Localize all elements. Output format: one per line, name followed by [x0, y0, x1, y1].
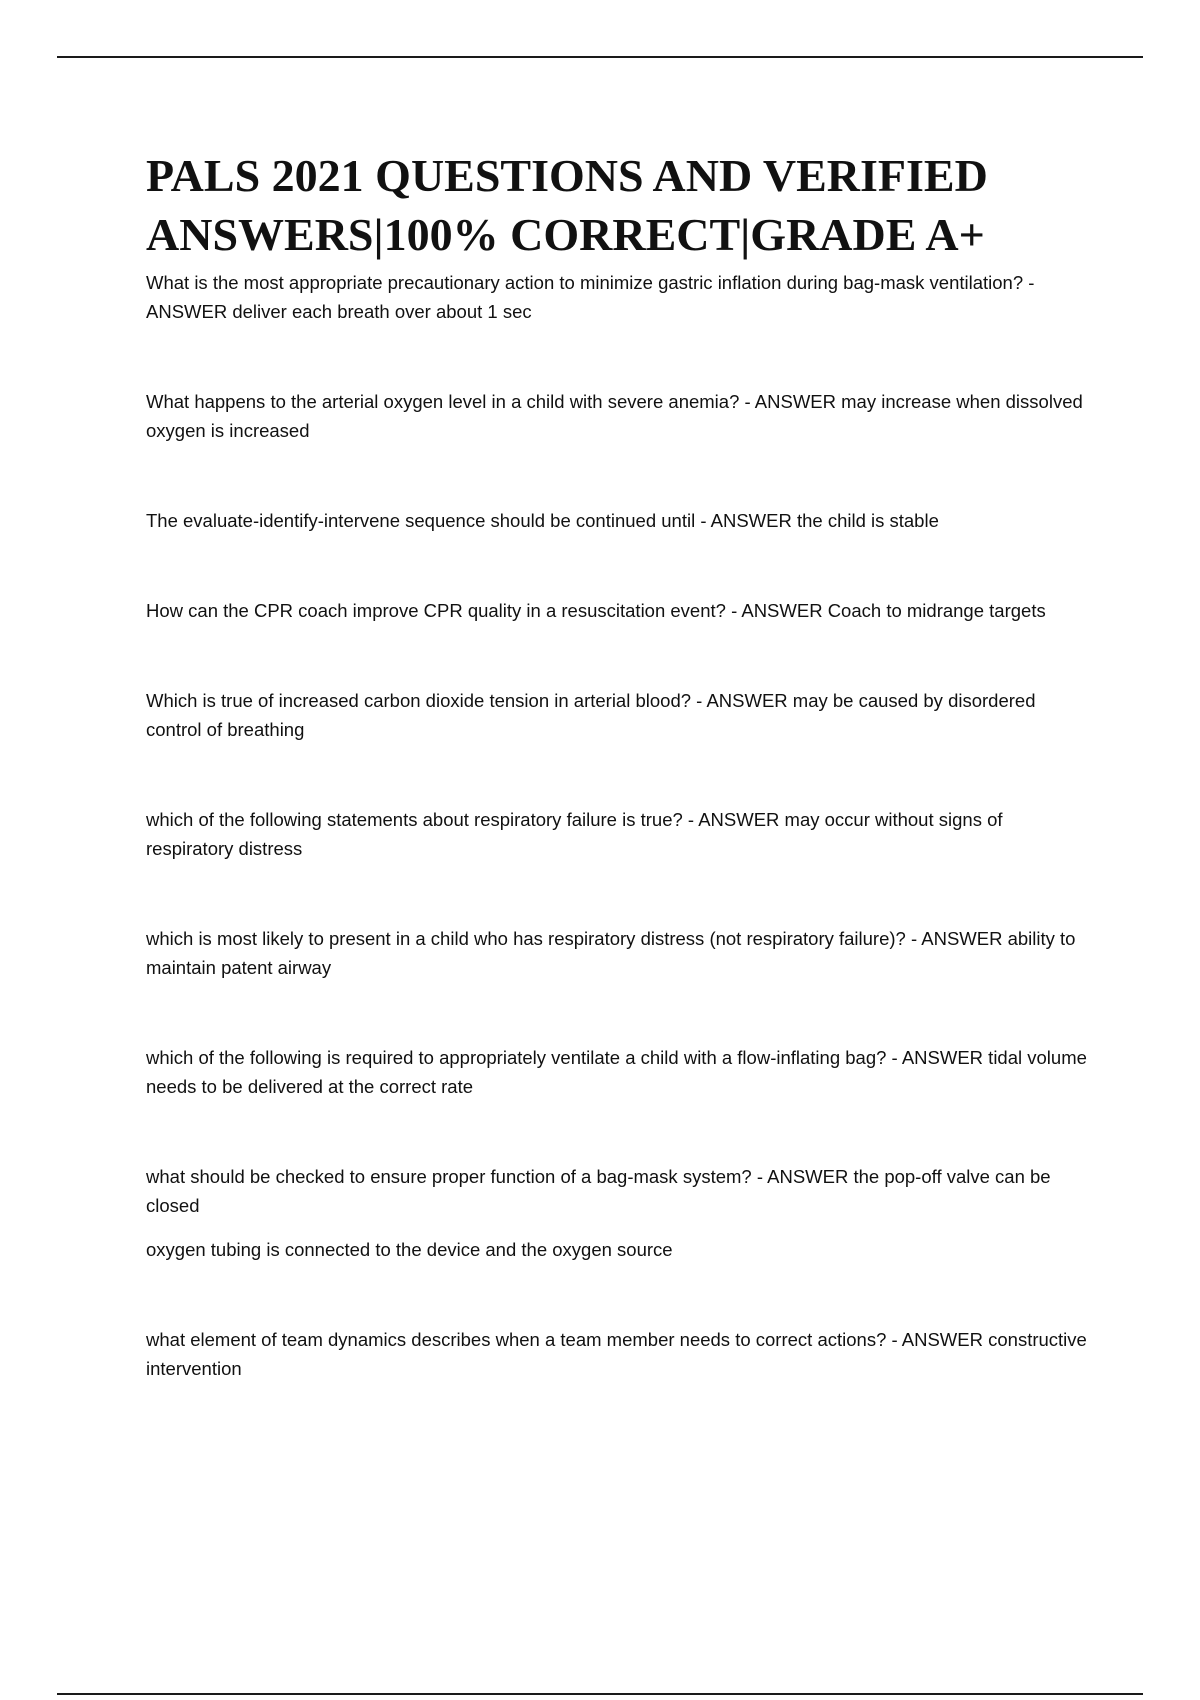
document-body — [146, 146, 1091, 1444]
qa-list — [146, 268, 1091, 1383]
bottom-rule — [57, 1693, 1143, 1695]
qa-text: which of the following statements about respiratory failure is true? - ANSWER may occur without signs of respiratory distress — [146, 809, 1003, 859]
qa-text: what should be checked to ensure proper function of a bag-mask system? - ANSWER the pop-off valve can be closed — [146, 1166, 1051, 1216]
qa-item — [146, 1043, 1091, 1101]
qa-item — [146, 596, 1091, 625]
qa-text: which of the following is required to appropriately ventilate a child with a flow-inflating bag? - ANSWER tidal volume needs to be delivered at the correct rate — [146, 1047, 1087, 1097]
qa-text: Which is true of increased carbon dioxide tension in arterial blood? - ANSWER may be caused by disordered control of breathing — [146, 690, 1036, 740]
qa-item — [146, 686, 1091, 744]
qa-extra-answer: oxygen tubing is connected to the device and the oxygen source — [146, 1239, 673, 1260]
title-line-2: ANSWERS|100% CORRECT|GRADE A+ — [146, 209, 985, 260]
document-title — [146, 146, 1091, 264]
title-line-1: PALS 2021 QUESTIONS AND VERIFIED — [146, 150, 988, 201]
qa-item — [146, 387, 1091, 445]
qa-text: What is the most appropriate precautionary action to minimize gastric inflation during bag-mask ventilation? - ANSWER deliver each breath over about 1 sec — [146, 272, 1035, 322]
qa-item — [146, 268, 1091, 326]
qa-text: The evaluate-identify-intervene sequence should be continued until - ANSWER the child is stable — [146, 510, 939, 531]
qa-text: How can the CPR coach improve CPR quality in a resuscitation event? - ANSWER Coach to midrange targets — [146, 600, 1046, 621]
top-rule — [57, 56, 1143, 58]
qa-item — [146, 1162, 1091, 1264]
qa-text: What happens to the arterial oxygen level in a child with severe anemia? - ANSWER may increase when dissolved oxygen is increased — [146, 391, 1083, 441]
qa-text: what element of team dynamics describes when a team member needs to correct actions? - ANSWER constructive intervention — [146, 1329, 1087, 1379]
qa-item — [146, 805, 1091, 863]
qa-item — [146, 924, 1091, 982]
qa-item — [146, 506, 1091, 535]
qa-item — [146, 1325, 1091, 1383]
qa-text: which is most likely to present in a child who has respiratory distress (not respiratory failure)? - ANSWER ability to maintain patent airway — [146, 928, 1076, 978]
